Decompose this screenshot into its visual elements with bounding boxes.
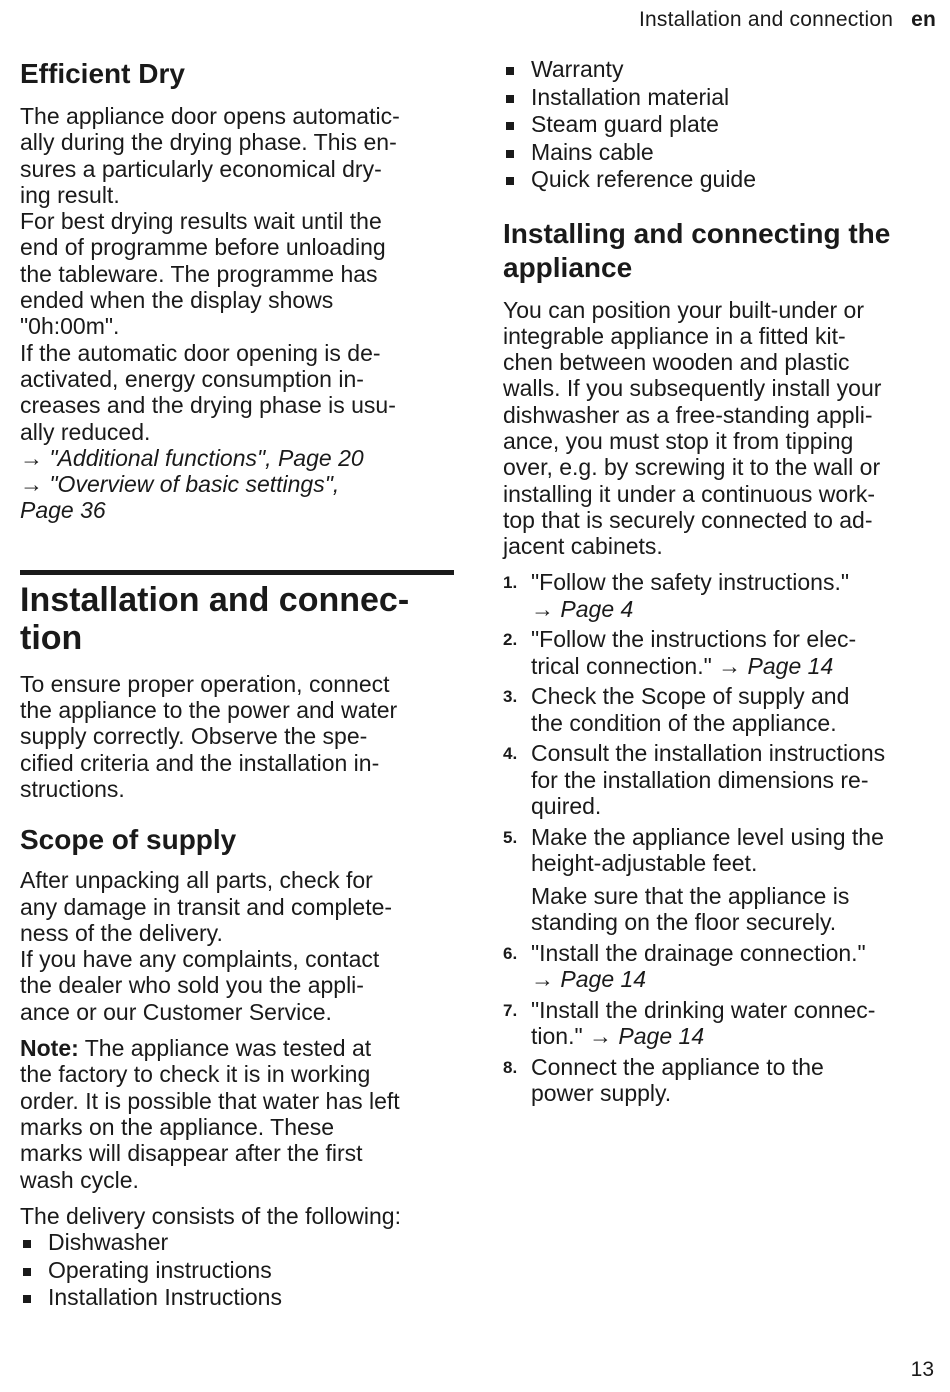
arrow-right-icon: →: [718, 652, 742, 679]
scope-note-paragraph: [20, 1035, 456, 1193]
list-item: Installation Instructions: [20, 1284, 456, 1312]
step-number: 2.: [503, 630, 518, 650]
list-item: Dishwasher: [20, 1229, 456, 1257]
delivery-items-list: [20, 1229, 456, 1312]
step-text: "Install the drinking water connec- tion.": [531, 996, 876, 1050]
step-ref-text: Page 4: [560, 595, 634, 622]
step-number: 5.: [503, 827, 518, 847]
step-extra-text: Make sure that the appliance is standing on the floor securely.: [531, 882, 850, 936]
step-page-reference[interactable]: [718, 653, 833, 679]
list-item: Steam guard plate: [503, 111, 935, 139]
step-ref-text: Page 14: [560, 966, 647, 993]
arrow-right-icon: →: [531, 595, 554, 622]
section-divider-rule: [20, 570, 454, 575]
page-number: 13: [910, 1358, 934, 1381]
cross-reference-basic-settings[interactable]: [20, 471, 456, 524]
step-item: [503, 740, 935, 820]
header-language-code: en: [911, 8, 936, 31]
list-item: Mains cable: [503, 139, 935, 167]
step-item: [503, 824, 935, 936]
step-text: "Follow the instructions for elec- trical connection.": [531, 626, 857, 679]
step-page-reference[interactable]: [531, 966, 646, 992]
installation-section-heading: Installation and connec- tion: [20, 580, 410, 657]
step-number: 8.: [503, 1057, 518, 1077]
list-item: Quick reference guide: [503, 166, 935, 194]
header-section-title: Installation and connection: [639, 8, 894, 31]
step-text: Check the Scope of supply and the condition of the appliance.: [531, 683, 850, 736]
installing-intro-paragraph: You can position your built-under or integrable appliance in a fitted kit- chen between wooden and plastic walls. If you subsequently install your dishwasher as a free-standing appli- ance, you must stop it from tipping over, e.g. by screwing it to the wall or installing it under a continuous work- top that is securely connected to ad- jacent cabinets.: [503, 296, 882, 560]
step-page-reference[interactable]: [589, 1023, 704, 1049]
arrow-right-icon: →: [531, 966, 554, 993]
installation-intro-paragraph: To ensure proper operation, connect the appliance to the power and water supply correctly. Observe the spe- cified criteria and the installation in- structions.: [20, 670, 398, 802]
right-column: [503, 0, 935, 1111]
step-number: 3.: [503, 687, 518, 707]
installing-connecting-heading: Installing and connecting the appliance: [503, 217, 891, 283]
cross-reference-additional-functions[interactable]: [20, 445, 456, 471]
note-label: Note:: [20, 1035, 79, 1062]
delivery-items-list-continued: [503, 56, 935, 194]
efficient-dry-heading: Efficient Dry: [20, 58, 185, 89]
step-ref-text: Page 14: [747, 652, 834, 679]
step-text: "Follow the safety instructions.": [531, 569, 850, 596]
step-item: [503, 683, 935, 736]
note-text: The appliance was tested at the factory to check it is in working order. It is possible that water has left marks on the appliance. These marks will disappear after the first wash cycle.: [20, 1035, 400, 1193]
ref-additional-functions-text: "Additional functions", Page 20: [49, 444, 364, 471]
step-text: Consult the installation instructions for the installation dimensions re- quired.: [531, 740, 886, 820]
step-number: 4.: [503, 744, 518, 764]
step-item: [503, 626, 935, 679]
step-number: 7.: [503, 1000, 518, 1020]
list-item: Installation material: [503, 84, 935, 112]
step-text: Make the appliance level using the height-adjustable feet.: [531, 823, 884, 877]
scope-of-supply-heading: Scope of supply: [20, 824, 237, 856]
efficient-dry-paragraph-3: If the automatic door opening is de- activated, energy consumption in- creases and the drying phase is usu- ally reduced.: [20, 339, 396, 445]
step-item: [503, 940, 935, 993]
installation-steps-list: [503, 569, 935, 1107]
step-text: "Install the drainage connection.": [531, 939, 866, 966]
step-number: 1.: [503, 573, 518, 593]
delivery-intro-text: The delivery consists of the following:: [20, 1202, 401, 1229]
left-column: [20, 0, 456, 1312]
step-item: [503, 569, 935, 622]
step-number: 6.: [503, 943, 518, 963]
efficient-dry-paragraph-1: The appliance door opens automatic- ally during the drying phase. This en- sures a particularly economical dry- ing result.: [20, 103, 400, 208]
list-item: Operating instructions: [20, 1257, 456, 1285]
arrow-right-icon: →: [20, 444, 43, 471]
step-text: Connect the appliance to the power supply.: [531, 1053, 824, 1107]
ref-basic-settings-text: "Overview of basic settings", Page 36: [20, 471, 340, 524]
step-item: [503, 997, 935, 1050]
step-ref-text: Page 14: [618, 1023, 705, 1050]
arrow-right-icon: →: [589, 1023, 613, 1050]
step-item: [503, 1054, 935, 1107]
list-item: Warranty: [503, 56, 935, 84]
scope-unpacking-paragraph: After unpacking all parts, check for any damage in transit and complete- ness of the delivery. If you have any complaints, contact the dealer who sold you the appli- ance or our Customer Service.: [20, 867, 393, 1025]
arrow-right-icon: →: [20, 471, 43, 498]
efficient-dry-paragraph-2: For best drying results wait until the end of programme before unloading the tableware. The programme has ended when the display shows "0h:00m".: [20, 208, 386, 340]
step-page-reference[interactable]: [531, 596, 633, 622]
